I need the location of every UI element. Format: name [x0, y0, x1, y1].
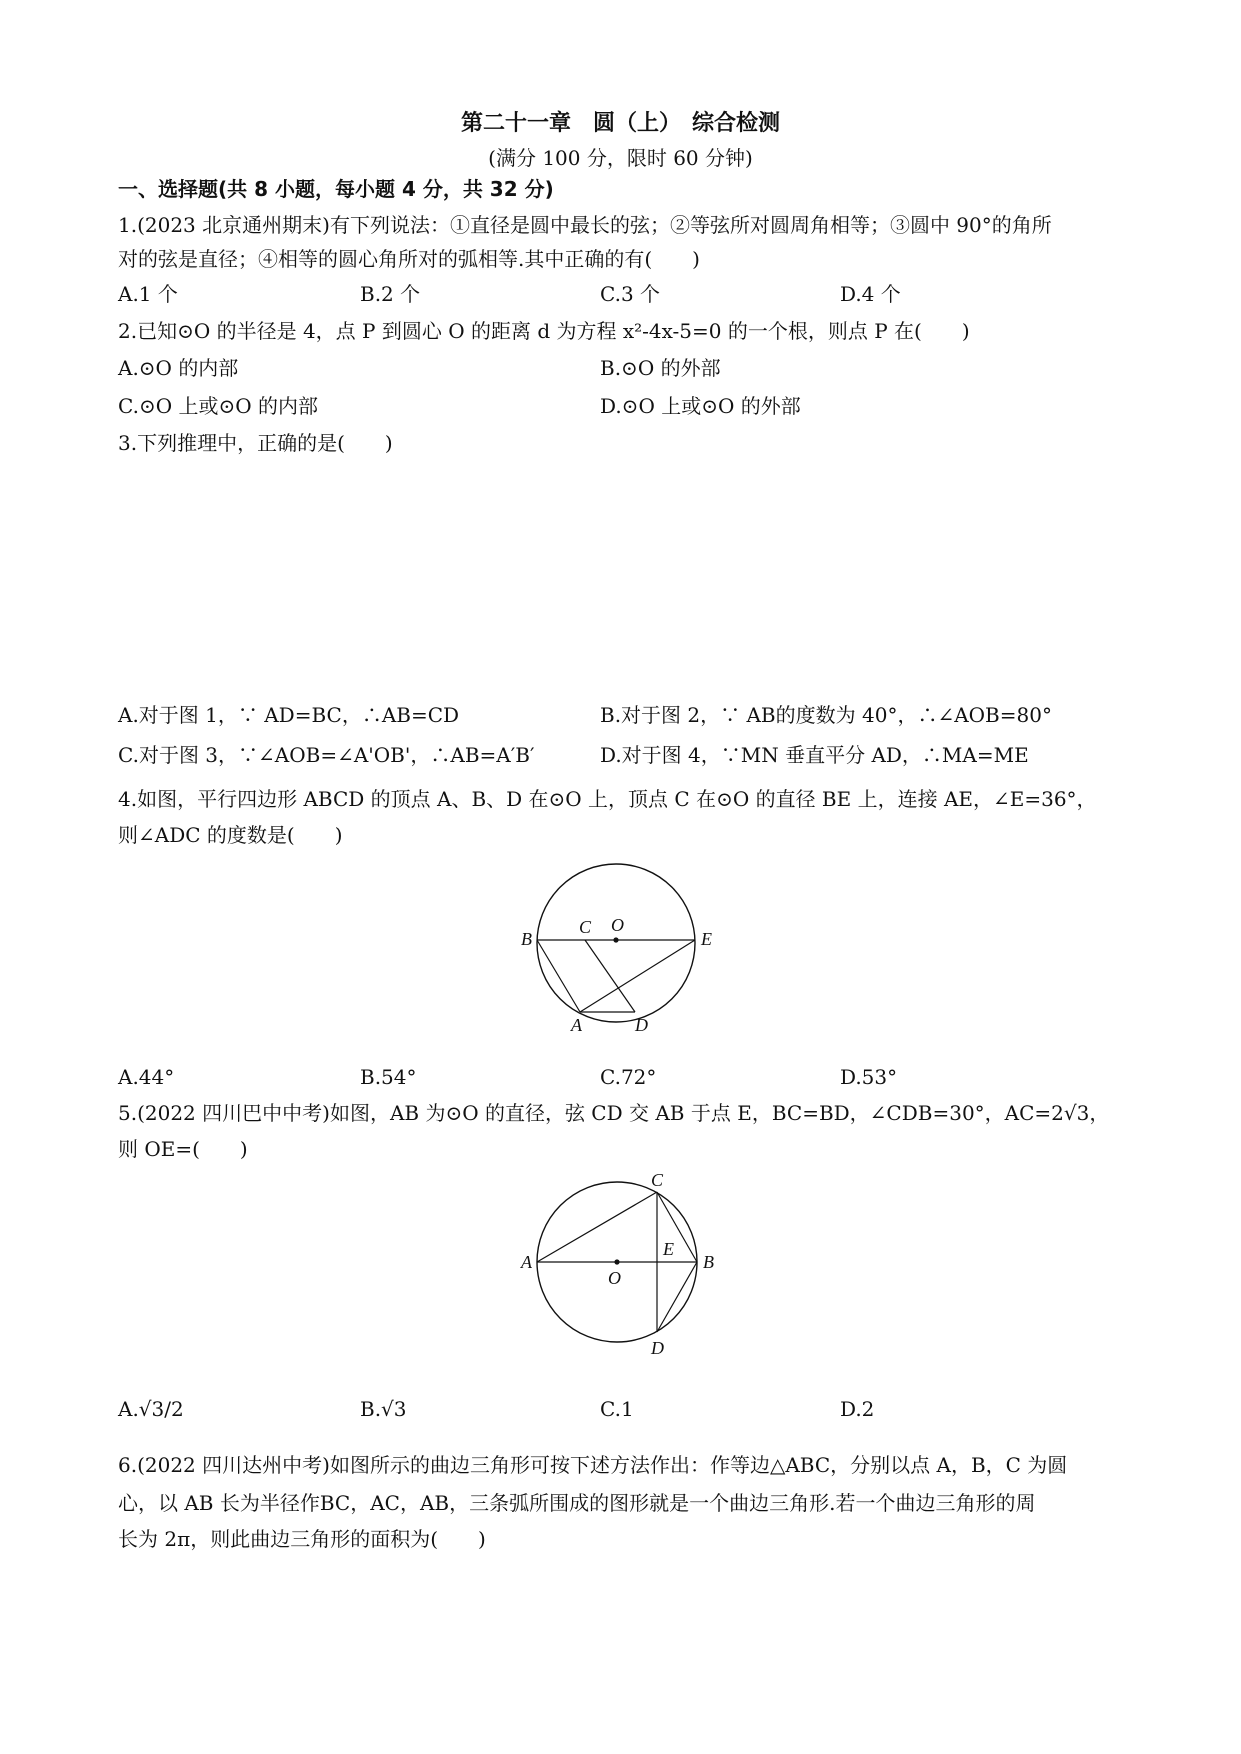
q4-option-a: A.44° [118, 1065, 175, 1089]
q3-option-d: D.对于图 4，∵MN 垂直平分 AD，∴MA=ME [600, 743, 1029, 767]
q5-label-e: E [663, 1239, 674, 1259]
q5-line2: 则 OE=( ) [118, 1137, 248, 1161]
q3-option-c: C.对于图 3，∵∠AOB=∠A'OB'，∴AB=A′B′ [118, 743, 535, 767]
q1-option-a: A.1 个 [118, 282, 178, 306]
q5-option-d: D.2 [840, 1397, 875, 1421]
q4-option-b: B.54° [360, 1065, 417, 1089]
q2-option-a: A.⊙O 的内部 [118, 356, 239, 380]
q3-option-b: B.对于图 2，∵ AB的度数为 40°，∴∠AOB=80° [600, 703, 1052, 727]
q4-label-e: E [701, 929, 712, 949]
q4-figure [515, 855, 725, 1040]
q4-segment-cd [585, 940, 635, 1012]
page-title: 第二十一章 圆（上） 综合检测 [460, 111, 780, 136]
q1-option-c: C.3 个 [600, 282, 661, 306]
q5-segment-db [657, 1262, 697, 1332]
q4-label-d: D [635, 1015, 648, 1035]
q4-label-o: O [611, 915, 624, 935]
q4-label-b: B [521, 929, 532, 949]
q4-option-c: C.72° [600, 1065, 657, 1089]
q5-option-a: A.√3/2 [118, 1397, 184, 1421]
q3-line1: 3.下列推理中，正确的是( ) [118, 431, 393, 455]
q4-circle [537, 864, 695, 1022]
q5-label-d: D [651, 1338, 664, 1358]
q4-center-dot [613, 937, 618, 942]
q4-label-a: A [571, 1015, 582, 1035]
q5-label-b: B [703, 1252, 714, 1272]
q4-line2: 则∠ADC 的度数是( ) [118, 823, 343, 847]
q1-line2: 对的弦是直径；④相等的圆心角所对的弧相等.其中正确的有( ) [118, 247, 700, 271]
q1-option-b: B.2 个 [360, 282, 421, 306]
q6-line2: 心，以 AB 长为半径作BC，AC，AB，三条弧所围成的图形就是一个曲边三角形.若一个曲边三角形的周 [118, 1491, 1036, 1515]
page-subtitle: (满分 100 分，限时 60 分钟) [488, 146, 753, 170]
q5-segment-ac [537, 1192, 657, 1262]
q4-segment-ba [537, 940, 580, 1012]
q6-line3: 长为 2π，则此曲边三角形的面积为( ) [118, 1527, 486, 1551]
q2-option-c: C.⊙O 上或⊙O 的内部 [118, 394, 318, 418]
q5-figure [520, 1172, 730, 1362]
q4-line1: 4.如图，平行四边形 ABCD 的顶点 A、B、D 在⊙O 上，顶点 C 在⊙O 的直径 BE 上，连接 AE，∠E=36°， [118, 787, 1097, 811]
q5-option-c: C.1 [600, 1397, 634, 1421]
q3-option-a: A.对于图 1，∵ AD=BC，∴AB=CD [118, 703, 460, 727]
q2-line1: 2.已知⊙O 的半径是 4，点 P 到圆心 O 的距离 d 为方程 x²-4x-5=0 的一个根，则点 P 在( ) [118, 319, 970, 343]
section-heading: 一、选择题(共 8 小题，每小题 4 分，共 32 分) [118, 177, 554, 201]
q5-label-a: A [521, 1252, 532, 1272]
q4-label-c: C [579, 917, 592, 937]
q6-line1: 6.(2022 四川达州中考)如图所示的曲边三角形可按下述方法作出：作等边△ABC，分别以点 A，B，C 为圆 [118, 1453, 1068, 1477]
q2-option-b: B.⊙O 的外部 [600, 356, 721, 380]
q4-option-d: D.53° [840, 1065, 898, 1089]
q5-label-o: O [608, 1268, 621, 1288]
q1-option-d: D.4 个 [840, 282, 901, 306]
q5-center-dot [614, 1259, 619, 1264]
q5-line1: 5.(2022 四川巴中中考)如图，AB 为⊙O 的直径，弦 CD 交 AB 于点 E，BC=BD，∠CDB=30°，AC=2√3， [118, 1101, 1110, 1125]
q5-label-c: C [651, 1172, 664, 1190]
q1-line1: 1.(2023 北京通州期末)有下列说法：①直径是圆中最长的弦；②等弦所对圆周角相等；③圆中 90°的角所 [118, 213, 1052, 237]
q5-option-b: B.√3 [360, 1397, 407, 1421]
q2-option-d: D.⊙O 上或⊙O 的外部 [600, 394, 801, 418]
q4-segment-ae [580, 940, 695, 1012]
